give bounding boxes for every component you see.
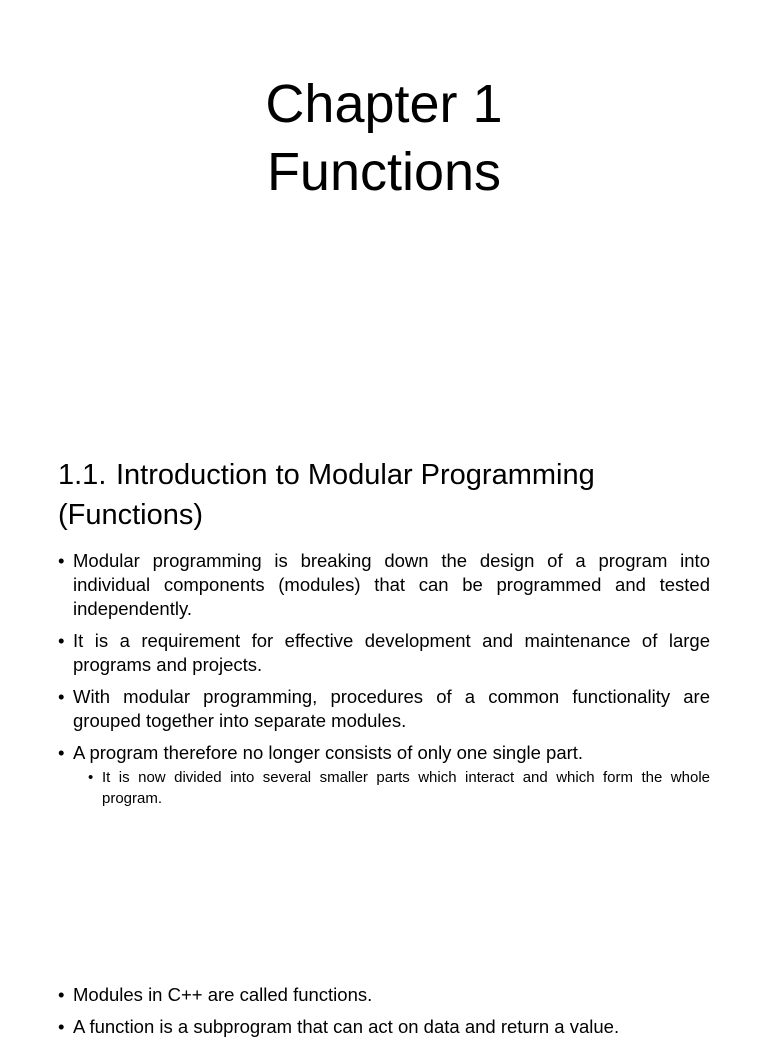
bullet-item-with-sub <box>58 741 710 809</box>
chapter-title <box>0 70 768 206</box>
bottom-bullet-list <box>58 983 710 1047</box>
bullet-item: • It is a requirement for effective development and maintenance of large programs and projects. <box>58 629 710 677</box>
section-number: 1.1. <box>58 459 107 491</box>
sub-bullet-list <box>73 767 710 809</box>
sub-bullet-item: • It is now divided into several smaller parts which interact and which form the whole program. <box>88 767 710 809</box>
section-title: Introduction to Modular Programming (Functions) <box>58 459 595 531</box>
bullet-text: A program therefore no longer consists of only one single part. <box>73 742 584 763</box>
chapter-title-line-2: Functions <box>266 142 502 202</box>
bullet-list <box>58 549 710 817</box>
chapter-title-line-1: Chapter 1 <box>265 74 503 134</box>
bullet-item: • A function is a subprogram that can act on data and return a value. <box>58 1015 710 1039</box>
bullet-item: • Modular programming is breaking down the design of a program into individual components (modules) that can be programmed and tested independently. <box>58 549 710 621</box>
bullet-item: • With modular programming, procedures of a common functionality are grouped together into separate modules. <box>58 685 710 733</box>
section-heading <box>58 455 718 535</box>
content-slide <box>0 455 768 1037</box>
bullet-item: • Modules in C++ are called functions. <box>58 983 710 1007</box>
title-slide <box>0 0 768 430</box>
